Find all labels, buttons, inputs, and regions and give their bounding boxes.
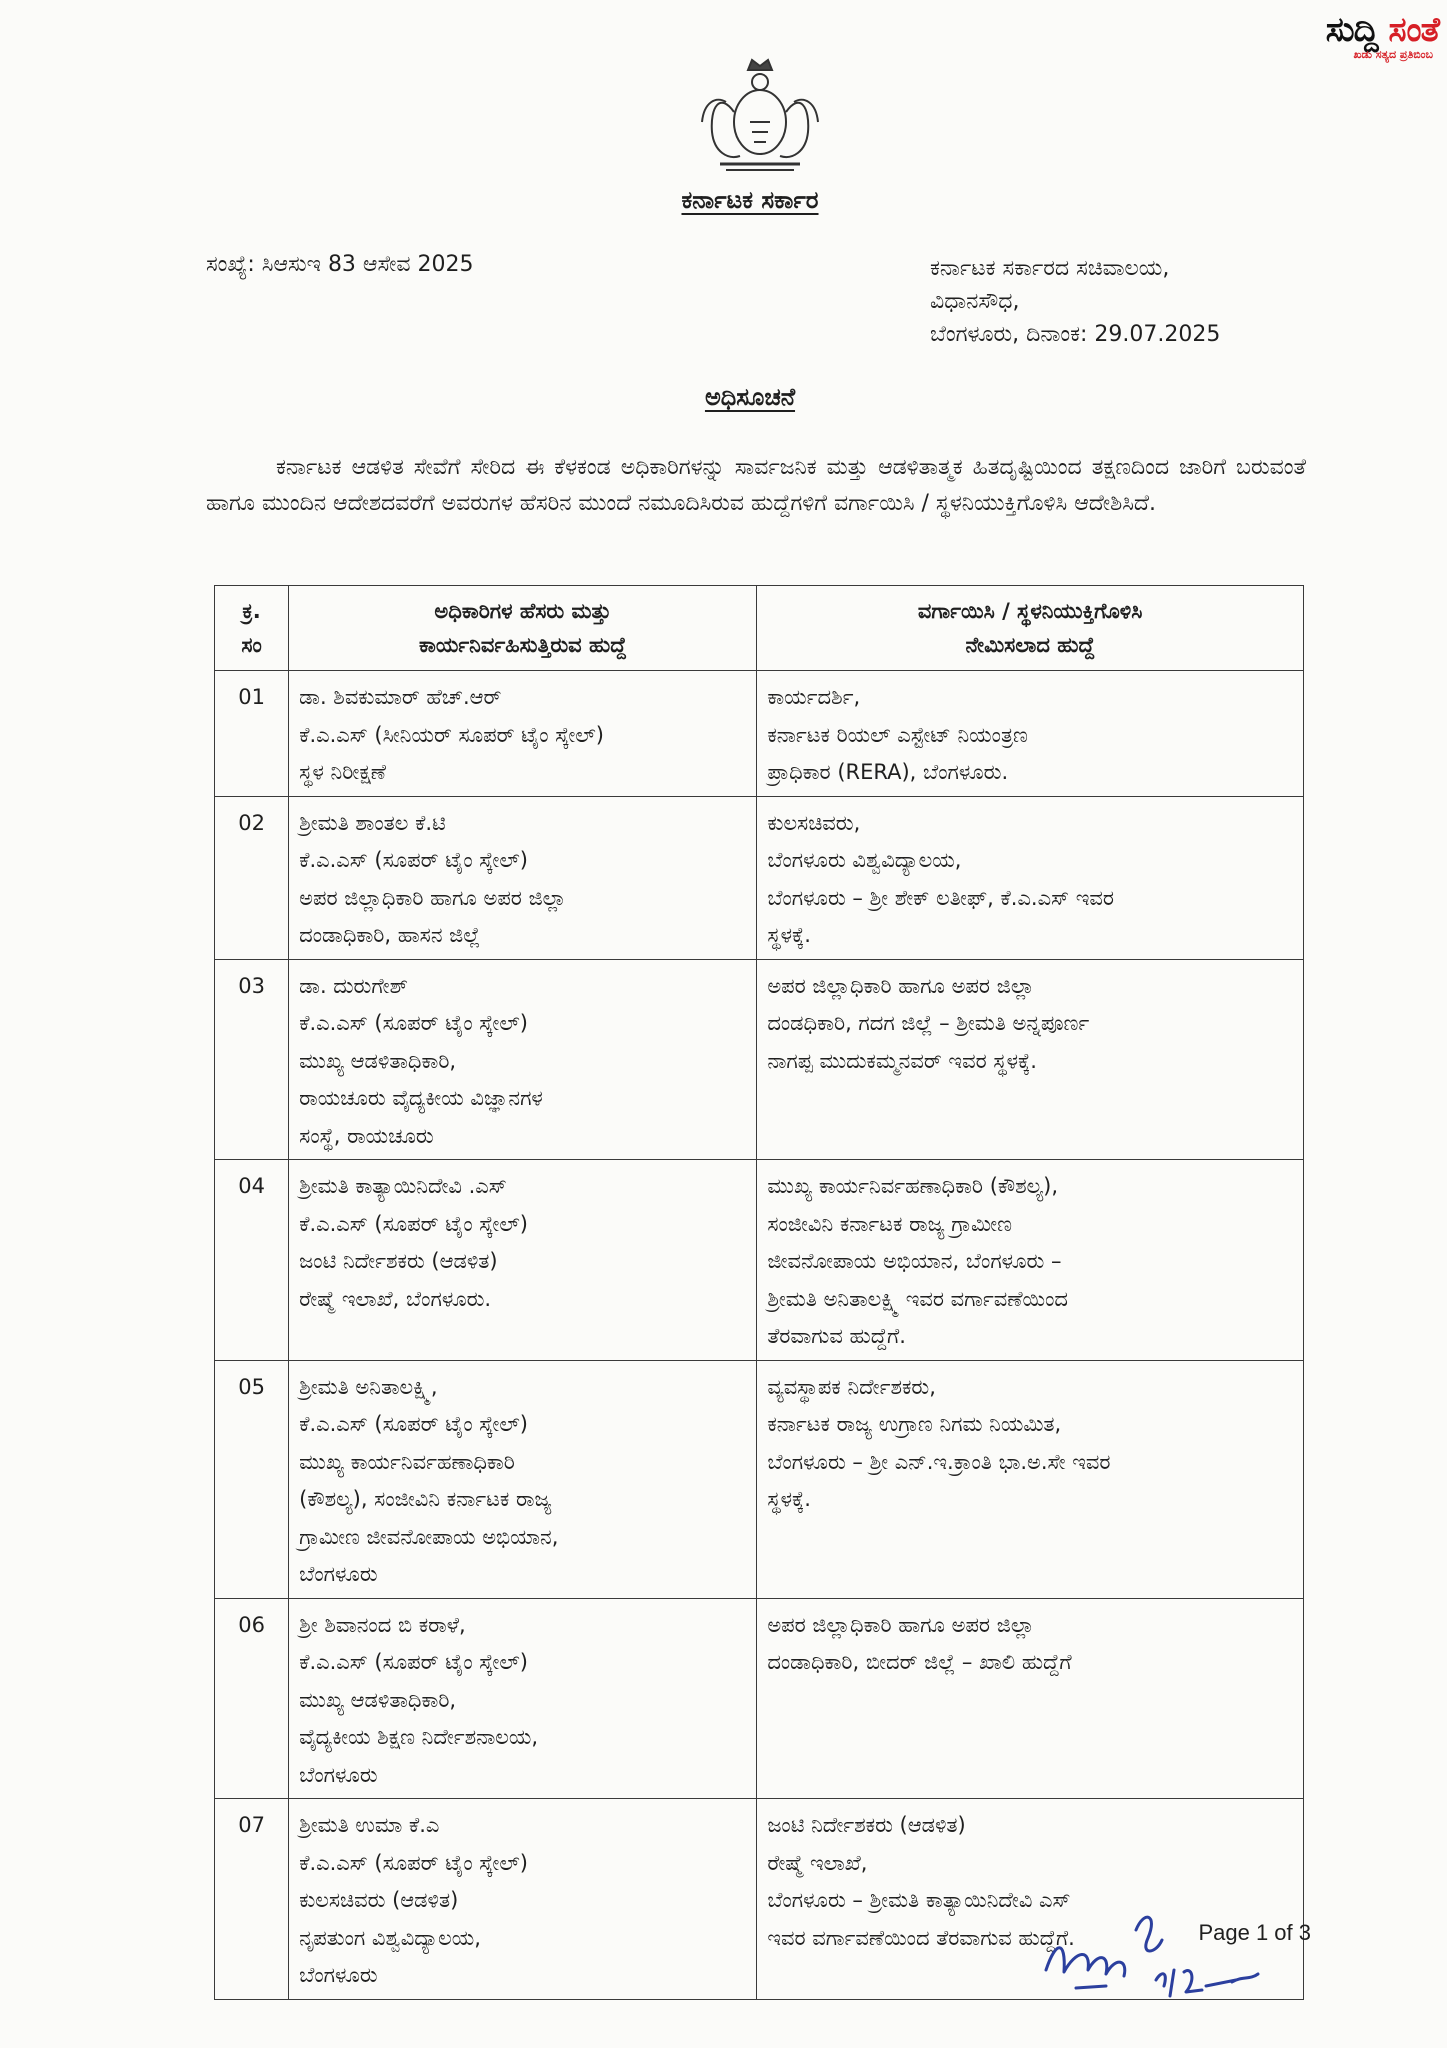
posting-line: ಇವರ ವರ್ಗಾವಣೆಯಿಂದ ತೆರವಾಗುವ ಹುದ್ದೆಗೆ.: [767, 1925, 1075, 1950]
officer-cell: [289, 1799, 757, 2000]
officer-line: ಮುಖ್ಯ ಆಡಳಿತಾಧಿಕಾರಿ,: [299, 1687, 457, 1712]
officer-cell: [289, 959, 757, 1160]
header-text: ಅಧಿಕಾರಿಗಳ ಹೆಸರು ಮತ್ತು: [434, 599, 612, 623]
brand-name-part1: ಸುದ್ದಿ: [1325, 10, 1378, 50]
posting-line: ರೇಷ್ಮೆ ಇಲಾಖೆ,: [767, 1850, 868, 1875]
posting-line: ಜಂಟಿ ನಿರ್ದೇಶಕರು (ಆಡಳಿತ): [767, 1813, 966, 1837]
office-line: ಕರ್ನಾಟಕ ಸರ್ಕಾರದ ಸಚಿವಾಲಯ,: [930, 256, 1170, 281]
officer-line: ಬೆಂಗಳೂರು: [299, 1562, 378, 1586]
page-title: ಕರ್ನಾಟಕ ಸರ್ಕಾರ: [681, 186, 819, 214]
officer-line: ಕೆ.ಎ.ಎಸ್ (ಸೂಪರ್ ಟೈಂ ಸ್ಕೇಲ್): [299, 1850, 528, 1875]
officer-cell: [289, 1360, 757, 1598]
officer-line: ಡಾ. ಶಿವಕುಮಾರ್ ಹೆಚ್.ಆರ್: [299, 685, 502, 709]
header-posting: [757, 586, 1304, 671]
table-row: [215, 1160, 1304, 1361]
posting-line: ಸ್ಥಳಕ್ಕೆ.: [767, 1487, 811, 1511]
officer-line: ಕೆ.ಎ.ಎಸ್ (ಸೂಪರ್ ಟೈಂ ಸ್ಕೇಲ್): [299, 848, 528, 872]
officer-line: ಕುಲಸಚಿವರು (ಆಡಳಿತ): [299, 1888, 459, 1912]
officer-line: ಬೆಂಗಳೂರು: [299, 1762, 378, 1787]
posting-line: ಪ್ರಾಧಿಕಾರ (RERA), ಬೆಂಗಳೂರು.: [767, 760, 1009, 784]
serial-cell: 03: [215, 959, 289, 1160]
posting-line: ಮುಖ್ಯ ಕಾರ್ಯನಿರ್ವಹಣಾಧಿಕಾರಿ (ಕೌಶಲ್ಯ),: [767, 1174, 1059, 1198]
posting-cell: [757, 1598, 1304, 1799]
table-row: [215, 671, 1304, 797]
serial-cell: 04: [215, 1160, 289, 1361]
officer-line: ಶ್ರೀಮತಿ ಅನಿತಾಲಕ್ಷ್ಮಿ,: [299, 1374, 438, 1399]
officer-line: ಜಂಟಿ ನಿರ್ದೇಶಕರು (ಆಡಳಿತ): [299, 1249, 498, 1273]
notification-heading: ಅಧಿಸೂಚನೆ: [704, 383, 796, 411]
serial-cell: 02: [215, 796, 289, 959]
serial-cell: 01: [215, 671, 289, 797]
officer-line: ಕೆ.ಎ.ಎಸ್ (ಸೂಪರ್ ಟೈಂ ಸ್ಕೇಲ್): [299, 1650, 528, 1674]
posting-cell: [757, 1360, 1304, 1598]
officer-line: ಕೆ.ಎ.ಎಸ್ (ಸೀನಿಯರ್ ಸೂಪರ್ ಟೈಂ ಸ್ಕೇಲ್): [299, 722, 604, 747]
posting-line: ಬೆಂಗಳೂರು – ಶ್ರೀ ಎನ್.ಇ.ಕ್ರಾಂತಿ ಭಾ.ಅ.ಸೇ ಇವರ: [767, 1449, 1111, 1474]
serial-cell: 07: [215, 1799, 289, 2000]
office-line: ಬೆಂಗಳೂರು, ದಿನಾಂಕ: 29.07.2025: [930, 322, 1221, 347]
office-address: [930, 252, 1220, 351]
officer-line: ಶ್ರೀಮತಿ ಕಾತ್ಯಾಯಿನಿದೇವಿ .ಎಸ್: [299, 1174, 507, 1198]
header-officer: [289, 586, 757, 671]
officer-line: ಕೆ.ಎ.ಎಸ್ (ಸೂಪರ್ ಟೈಂ ಸ್ಕೇಲ್): [299, 1412, 528, 1436]
posting-line: ಅಪರ ಜಿಲ್ಲಾಧಿಕಾರಿ ಹಾಗೂ ಅಪರ ಜಿಲ್ಲಾ: [767, 973, 1035, 998]
table-row: [215, 959, 1304, 1160]
posting-line: ತೆರವಾಗುವ ಹುದ್ದೆಗೆ.: [767, 1324, 906, 1348]
header-serial: [215, 586, 289, 671]
posting-line: ಶ್ರೀಮತಿ ಅನಿತಾಲಕ್ಷ್ಮಿ ಇವರ ವರ್ಗಾವಣೆಯಿಂದ: [767, 1286, 1068, 1311]
officer-line: ಶ್ರೀಮತಿ ಶಾಂತಲ ಕೆ.ಟಿ: [299, 810, 446, 835]
officer-line: ನೃಪತುಂಗ ವಿಶ್ವವಿದ್ಯಾಲಯ,: [299, 1925, 481, 1950]
officer-line: ಮುಖ್ಯ ಆಡಳಿತಾಧಿಕಾರಿ,: [299, 1048, 457, 1073]
posting-cell: [757, 1160, 1304, 1361]
posting-line: ಕರ್ನಾಟಕ ರಾಜ್ಯ ಉಗ್ರಾಣ ನಿಗಮ ನಿಯಮಿತ,: [767, 1412, 1062, 1436]
officer-cell: [289, 1160, 757, 1361]
officer-cell: [289, 796, 757, 959]
officer-line: ಶ್ರೀ ಶಿವಾನಂದ ಬಿ ಕರಾಳೆ,: [299, 1612, 466, 1637]
serial-cell: 05: [215, 1360, 289, 1598]
page-number: Page 1 of 3: [1198, 1920, 1311, 1945]
state-emblem-icon: [690, 52, 830, 177]
officer-line: ಡಾ. ದುರುಗೇಶ್: [299, 973, 408, 998]
table-row: [215, 1360, 1304, 1598]
header-text: ಕ್ರ.: [242, 599, 261, 623]
intro-paragraph: ಕರ್ನಾಟಕ ಆಡಳಿತ ಸೇವೆಗೆ ಸೇರಿದ ಈ ಕೆಳಕಂಡ ಅಧಿಕಾರಿಗಳನ್ನು ಸಾರ್ವಜನಿಕ ಮತ್ತು ಆಡಳಿತಾತ್ಮಕ ಹಿತದೃಷ್ಟಿಯಿಂದ ತಕ್ಷಣದಿಂದ ಜಾರಿಗೆ ಬರುವಂತೆ ಹಾಗೂ ಮುಂದಿನ ಆದೇಶದವರೆಗೆ ಅವರುಗಳ ಹೆಸರಿನ ಮುಂದೆ ನಮೂದಿಸಿರುವ ಹುದ್ದೆಗಳಿಗೆ ವರ್ಗಾಯಿಸಿ / ಸ್ಥಳನಿಯುಕ್ತಿಗೊಳಿಸಿ ಆದೇಶಿಸಿದೆ.: [206, 455, 1306, 516]
reference-number: ಸಂಖ್ಯೆ: ಸಿಆಸುಇ 83 ಆಸೇವ 2025: [206, 252, 474, 277]
officer-line: ಮುಖ್ಯ ಕಾರ್ಯನಿರ್ವಹಣಾಧಿಕಾರಿ: [299, 1449, 515, 1474]
posting-line: ಬೆಂಗಳೂರು ವಿಶ್ವವಿದ್ಯಾಲಯ,: [767, 848, 962, 872]
office-line: ವಿಧಾನಸೌಧ,: [930, 289, 1020, 314]
officer-line: ಕೆ.ಎ.ಎಸ್ (ಸೂಪರ್ ಟೈಂ ಸ್ಕೇಲ್): [299, 1011, 528, 1035]
officer-line: ಸಂಸ್ಥೆ, ರಾಯಚೂರು: [299, 1123, 434, 1148]
posting-line: ನಾಗಪ್ಪ ಮುದುಕಮ್ಮನವರ್ ಇವರ ಸ್ಥಳಕ್ಕೆ.: [767, 1048, 1037, 1073]
table-row: [215, 796, 1304, 959]
officer-line: ರೇಷ್ಮೆ ಇಲಾಖೆ, ಬೆಂಗಳೂರು.: [299, 1286, 492, 1311]
posting-line: ದಂಡಾಧಿಕಾರಿ, ಬೀದರ್ ಜಿಲ್ಲೆ – ಖಾಲಿ ಹುದ್ದೆಗೆ: [767, 1650, 1072, 1674]
table-header-row: [215, 586, 1304, 671]
posting-cell: [757, 796, 1304, 959]
officer-line: ಅಪರ ಜಿಲ್ಲಾಧಿಕಾರಿ ಹಾಗೂ ಅಪರ ಜಿಲ್ಲಾ: [299, 885, 567, 910]
transfer-table: [214, 585, 1304, 2000]
brand-name-part2: ಸಂತೆ: [1388, 10, 1439, 50]
table-row: [215, 1598, 1304, 1799]
officer-line: ವೈದ್ಯಕೀಯ ಶಿಕ್ಷಣ ನಿರ್ದೇಶನಾಲಯ,: [299, 1725, 539, 1749]
posting-cell: [757, 959, 1304, 1160]
officer-line: ಗ್ರಾಮೀಣ ಜೀವನೋಪಾಯ ಅಭಿಯಾನ,: [299, 1524, 559, 1549]
posting-line: ದಂಡಧಿಕಾರಿ, ಗದಗ ಜಿಲ್ಲೆ – ಶ್ರೀಮತಿ ಅನ್ನಪೂರ್ಣ: [767, 1011, 1090, 1035]
posting-line: ಸಂಜೀವಿನಿ ಕರ್ನಾಟಕ ರಾಜ್ಯ ಗ್ರಾಮೀಣ: [767, 1211, 1012, 1236]
header-text: ನೇಮಿಸಲಾದ ಹುದ್ದೆ: [965, 633, 1095, 657]
posting-line: ಬೆಂಗಳೂರು – ಶ್ರೀಮತಿ ಕಾತ್ಯಾಯಿನಿದೇವಿ ಎಸ್: [767, 1888, 1071, 1912]
posting-line: ವ್ಯವಸ್ಥಾಪಕ ನಿರ್ದೇಶಕರು,: [767, 1374, 936, 1399]
officer-line: ದಂಡಾಧಿಕಾರಿ, ಹಾಸನ ಜಿಲ್ಲೆ: [299, 923, 481, 947]
officer-line: ಶ್ರೀಮತಿ ಉಮಾ ಕೆ.ಎ: [299, 1813, 440, 1837]
brand-name: [1239, 10, 1439, 50]
posting-line: ಸ್ಥಳಕ್ಕೆ.: [767, 923, 811, 947]
officer-line: ರಾಯಚೂರು ವೈದ್ಯಕೀಯ ವಿಜ್ಞಾನಗಳ: [299, 1086, 543, 1110]
officer-line: (ಕೌಶಲ್ಯ), ಸಂಜೀವಿನಿ ಕರ್ನಾಟಕ ರಾಜ್ಯ: [299, 1487, 552, 1511]
officer-cell: [289, 1598, 757, 1799]
officer-line: ಬೆಂಗಳೂರು: [299, 1963, 378, 1987]
posting-line: ಬೆಂಗಳೂರು – ಶ್ರೀ ಶೇಕ್ ಲತೀಫ್, ಕೆ.ಎ.ಎಸ್ ಇವರ: [767, 885, 1114, 910]
posting-line: ಜೀವನೋಪಾಯ ಅಭಿಯಾನ, ಬೆಂಗಳೂರು –: [767, 1249, 1062, 1273]
brand-logo: [1239, 10, 1439, 68]
header-text: ಕಾರ್ಯನಿರ್ವಹಿಸುತ್ತಿರುವ ಹುದ್ದೆ: [418, 633, 627, 657]
handwritten-signature-icon: [1036, 1900, 1276, 2010]
posting-line: ಕುಲಸಚಿವರು,: [767, 810, 861, 835]
header-text: ವರ್ಗಾಯಿಸಿ / ಸ್ಥಳನಿಯುಕ್ತಿಗೊಳಿಸಿ: [917, 599, 1143, 623]
posting-cell: [757, 671, 1304, 797]
posting-line: ಅಪರ ಜಿಲ್ಲಾಧಿಕಾರಿ ಹಾಗೂ ಅಪರ ಜಿಲ್ಲಾ: [767, 1612, 1035, 1637]
posting-line: ಕಾರ್ಯದರ್ಶಿ,: [767, 685, 861, 709]
officer-cell: [289, 671, 757, 797]
serial-cell: 06: [215, 1598, 289, 1799]
brand-tagline: ಖಡು ಸತ್ಯದ ಪ್ರತಿಬಿಂಬ: [1353, 48, 1433, 61]
officer-line: ಸ್ಥಳ ನಿರೀಕ್ಷಣೆ: [299, 760, 387, 784]
header-text: ಸಂ: [241, 633, 262, 657]
officer-line: ಕೆ.ಎ.ಎಸ್ (ಸೂಪರ್ ಟೈಂ ಸ್ಕೇಲ್): [299, 1211, 528, 1236]
posting-line: ಕರ್ನಾಟಕ ರಿಯಲ್ ಎಸ್ಟೇಟ್ ನಿಯಂತ್ರಣ: [767, 722, 1028, 747]
